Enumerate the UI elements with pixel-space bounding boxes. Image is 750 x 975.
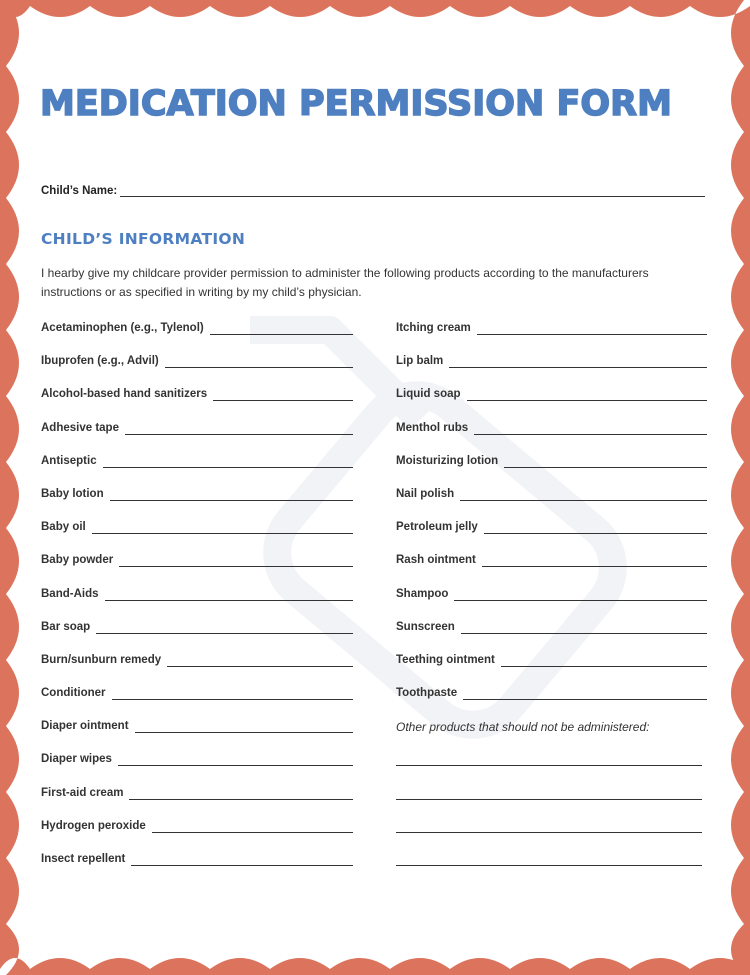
product-row[interactable] [41,488,353,521]
right-product-list [396,322,707,886]
child-name-label: Child’s Name: [41,185,118,197]
product-row[interactable] [41,687,353,720]
section-title: CHILD’S INFORMATION [41,230,246,248]
product-answer-line[interactable] [474,422,707,435]
other-products-row[interactable] [396,753,707,786]
product-label: Bar soap [41,620,91,633]
product-answer-line[interactable] [484,521,707,534]
product-row[interactable] [396,388,707,421]
product-row[interactable] [41,853,353,886]
left-product-list [41,322,353,886]
product-row[interactable] [396,654,707,687]
product-label: Adhesive tape [41,421,119,434]
product-row[interactable] [41,388,353,421]
product-row[interactable] [41,554,353,587]
product-row[interactable] [41,322,353,355]
product-row[interactable] [396,588,707,621]
product-answer-line[interactable] [167,654,353,667]
product-label: Insect repellent [41,853,126,865]
other-products-line[interactable] [396,820,702,833]
product-label: First-aid cream [41,786,124,799]
product-label: Diaper wipes [41,753,112,766]
product-row[interactable] [396,355,707,388]
product-row[interactable] [396,322,707,355]
product-row[interactable] [41,720,353,753]
product-answer-line[interactable] [112,687,353,700]
product-row[interactable] [41,422,353,455]
product-answer-line[interactable] [92,521,353,534]
product-label: Liquid soap [396,388,461,401]
product-row[interactable] [41,621,353,654]
product-row[interactable] [396,521,707,554]
product-label: Itching cream [396,322,471,334]
product-label: Lip balm [396,355,444,368]
product-label: Baby powder [41,554,114,567]
product-row[interactable] [41,455,353,488]
product-answer-line[interactable] [119,554,353,567]
product-answer-line[interactable] [152,820,353,833]
other-products-line[interactable] [396,753,702,766]
other-products-row[interactable] [396,787,707,820]
product-label: Baby oil [41,521,86,534]
product-row[interactable] [41,588,353,621]
product-label: Diaper ointment [41,720,129,733]
product-label: Baby lotion [41,487,104,500]
product-row[interactable] [41,820,353,853]
product-row[interactable] [396,455,707,488]
product-row[interactable] [396,488,707,521]
product-label: Teething ointment [396,653,495,666]
product-answer-line[interactable] [501,654,707,667]
product-label: Shampoo [396,587,449,600]
product-row[interactable] [41,521,353,554]
product-row[interactable] [396,422,707,455]
product-row[interactable] [41,753,353,786]
product-answer-line[interactable] [477,322,707,335]
product-answer-line[interactable] [165,355,353,368]
product-label: Nail polish [396,487,455,500]
product-answer-line[interactable] [504,455,707,468]
intro-text: I hearby give my childcare provider permission to administer the following products according to the manufacturers instructions or as specified in writing by my child’s physician. [41,266,649,299]
product-label: Alcohol-based hand sanitizers [41,388,208,401]
product-label: Antiseptic [41,454,97,467]
other-products-line[interactable] [396,787,702,800]
product-answer-line[interactable] [213,388,353,401]
product-answer-line[interactable] [129,787,353,800]
child-name-field[interactable] [41,185,705,197]
product-answer-line[interactable] [125,422,353,435]
product-answer-line[interactable] [454,588,707,601]
product-row[interactable] [396,687,707,720]
product-label: Moisturizing lotion [396,454,499,467]
product-answer-line[interactable] [110,488,353,501]
other-products-line[interactable] [396,853,702,866]
product-label: Toothpaste [396,687,458,700]
product-answer-line[interactable] [461,621,707,634]
child-name-line[interactable] [120,186,705,197]
product-row[interactable] [41,654,353,687]
product-label: Rash ointment [396,554,476,567]
product-label: Conditioner [41,687,106,700]
product-row[interactable] [396,621,707,654]
product-label: Band-Aids [41,587,99,600]
product-answer-line[interactable] [467,388,707,401]
product-label: Menthol rubs [396,421,469,434]
product-answer-line[interactable] [105,588,354,601]
product-answer-line[interactable] [460,488,707,501]
other-products-row[interactable] [396,820,707,853]
product-label: Burn/sunburn remedy [41,653,162,666]
other-products-row[interactable] [396,853,707,886]
product-label: Hydrogen peroxide [41,819,146,832]
product-row[interactable] [41,355,353,388]
product-row[interactable] [41,787,353,820]
product-answer-line[interactable] [96,621,353,634]
other-products-label: Other products that should not be administered: [396,720,650,735]
product-answer-line[interactable] [210,322,353,335]
product-answer-line[interactable] [449,355,707,368]
product-answer-line[interactable] [135,720,353,733]
page-title: MEDICATION PERMISSION FORM [40,84,672,124]
product-label: Ibuprofen (e.g., Advil) [41,355,159,368]
product-answer-line[interactable] [463,687,707,700]
product-answer-line[interactable] [118,753,353,766]
product-label: Sunscreen [396,620,455,633]
product-label: Acetaminophen (e.g., Tylenol) [41,322,204,334]
product-row[interactable] [396,554,707,587]
product-answer-line[interactable] [482,554,707,567]
product-label: Petroleum jelly [396,521,478,534]
product-answer-line[interactable] [103,455,353,468]
product-answer-line[interactable] [131,853,353,866]
